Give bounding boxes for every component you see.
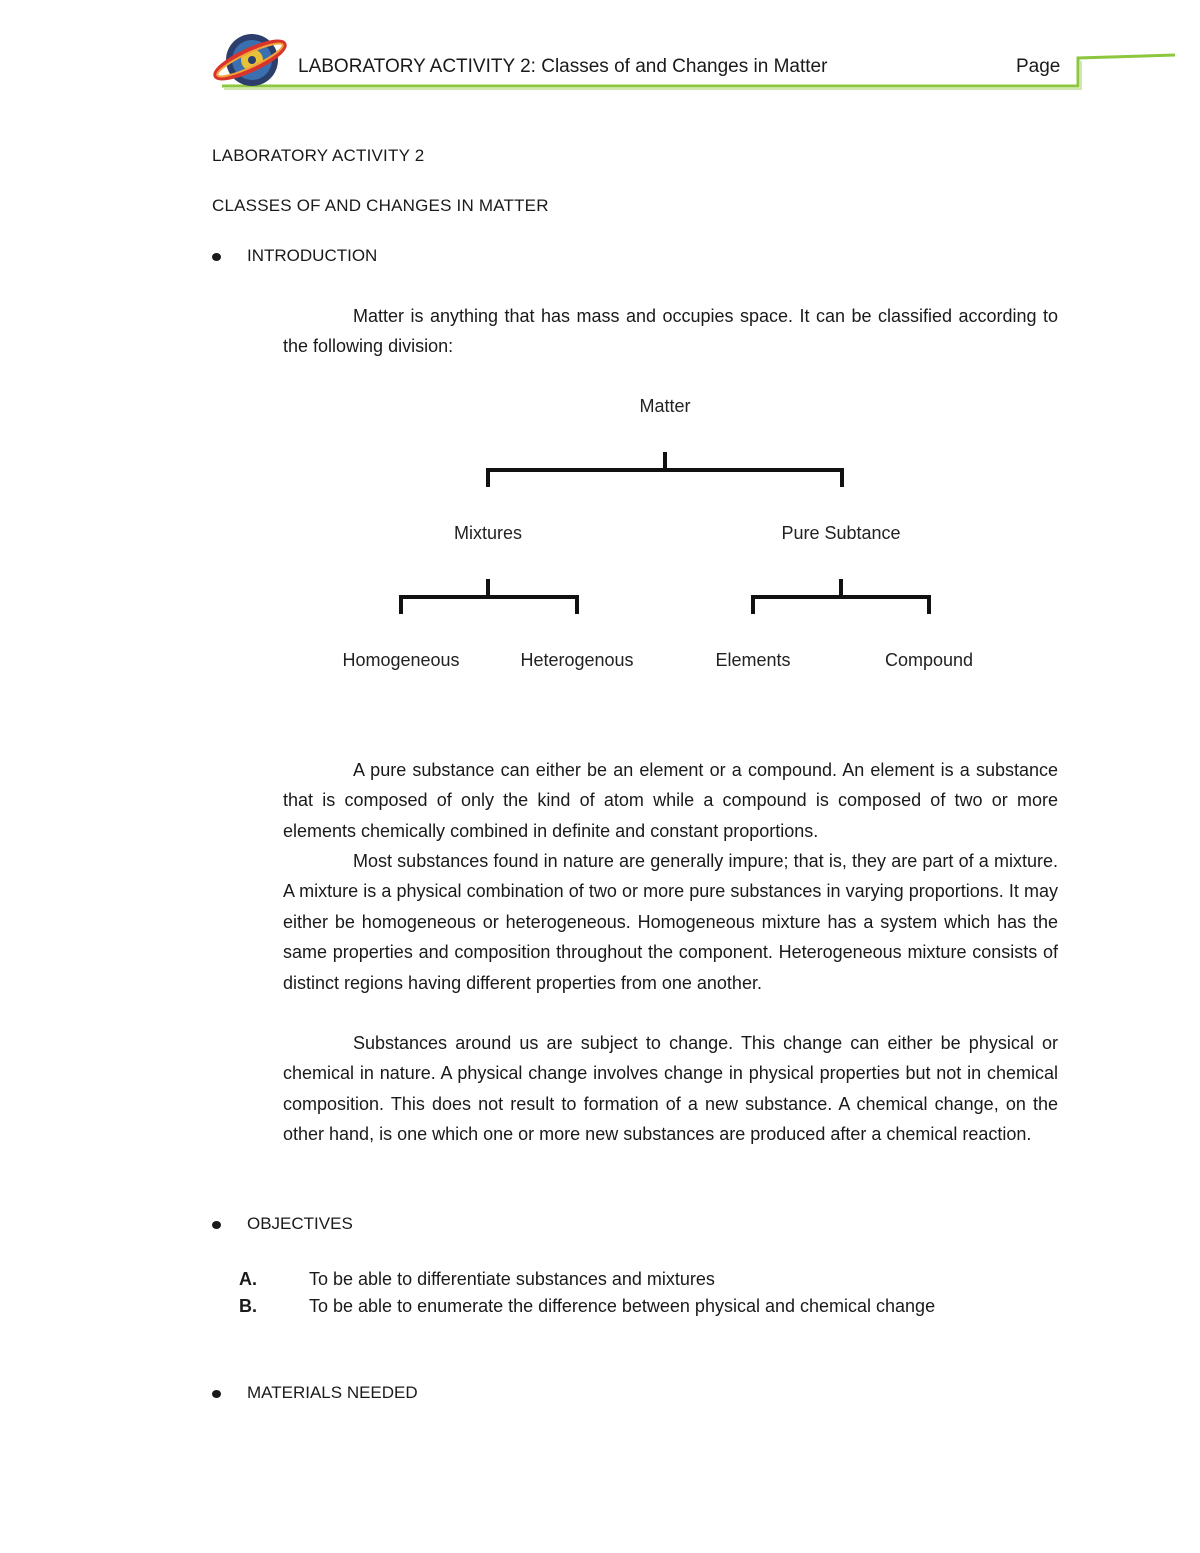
bracket-mixtures [401,579,577,614]
diagram-node-compound: Compound [884,650,974,670]
diagram-node-matter: Matter [639,396,691,416]
objective-text: To be able to enumerate the difference between physical and chemical change [309,1296,936,1316]
activity-title: LABORATORY ACTIVITY 2 [212,146,425,165]
paragraph-mixtures: Most substances found in nature are generally impure; that is, they are part of a mixture. A mixture is a physical combination of two or more pure substances in varying proportions. It may either be homogeneous or heterogeneous. Homogeneous mixture has a system which has the same properties and composition throughout the component. Heterogeneous mixture consists of distinct regions having different properties from one another. [283,851,1058,993]
header-title: LABORATORY ACTIVITY 2: Classes of and Changes in Matter [298,56,828,77]
diagram-node-homogeneous: Homogeneous [342,650,460,670]
intro-paragraph: Matter is anything that has mass and occupies space. It can be classified according to the following division: [283,306,1058,357]
bullet-icon [212,1390,221,1398]
diagram-node-mixtures: Mixtures [453,523,523,543]
subject-title: CLASSES OF AND CHANGES IN MATTER [212,196,549,215]
matter-classification-diagram [0,0,1200,700]
section-introduction: INTRODUCTION [247,246,378,265]
diagram-node-pure-substance: Pure Subtance [781,523,901,543]
section-materials-needed: MATERIALS NEEDED [247,1383,418,1402]
objective-letter: A. [239,1269,257,1289]
paragraph-changes: Substances around us are subject to change. This change can either be physical or chemical in nature. A physical change involves change in physical properties but not in chemical composition. This does not result to formation of a new substance. A chemical change, on the other hand, is one which one or more new substances are produced after a chemical reaction. [283,1033,1058,1145]
bracket-pure-substance [753,579,929,614]
diagram-node-elements: Elements [715,650,791,670]
objective-letter: B. [239,1296,257,1316]
objective-text: To be able to differentiate substances and mixtures [309,1269,715,1289]
diagram-node-heterogenous: Heterogenous [520,650,634,670]
bullet-icon [212,1221,221,1229]
paragraph-pure-substance: A pure substance can either be an element or a compound. An element is a substance that is composed of only the kind of atom while a compound is composed of two or more elements chemically combined in definite and constant proportions. [283,760,1058,841]
header-page-label: Page [1016,56,1061,77]
section-objectives: OBJECTIVES [247,1214,353,1233]
bracket-matter [488,452,842,487]
